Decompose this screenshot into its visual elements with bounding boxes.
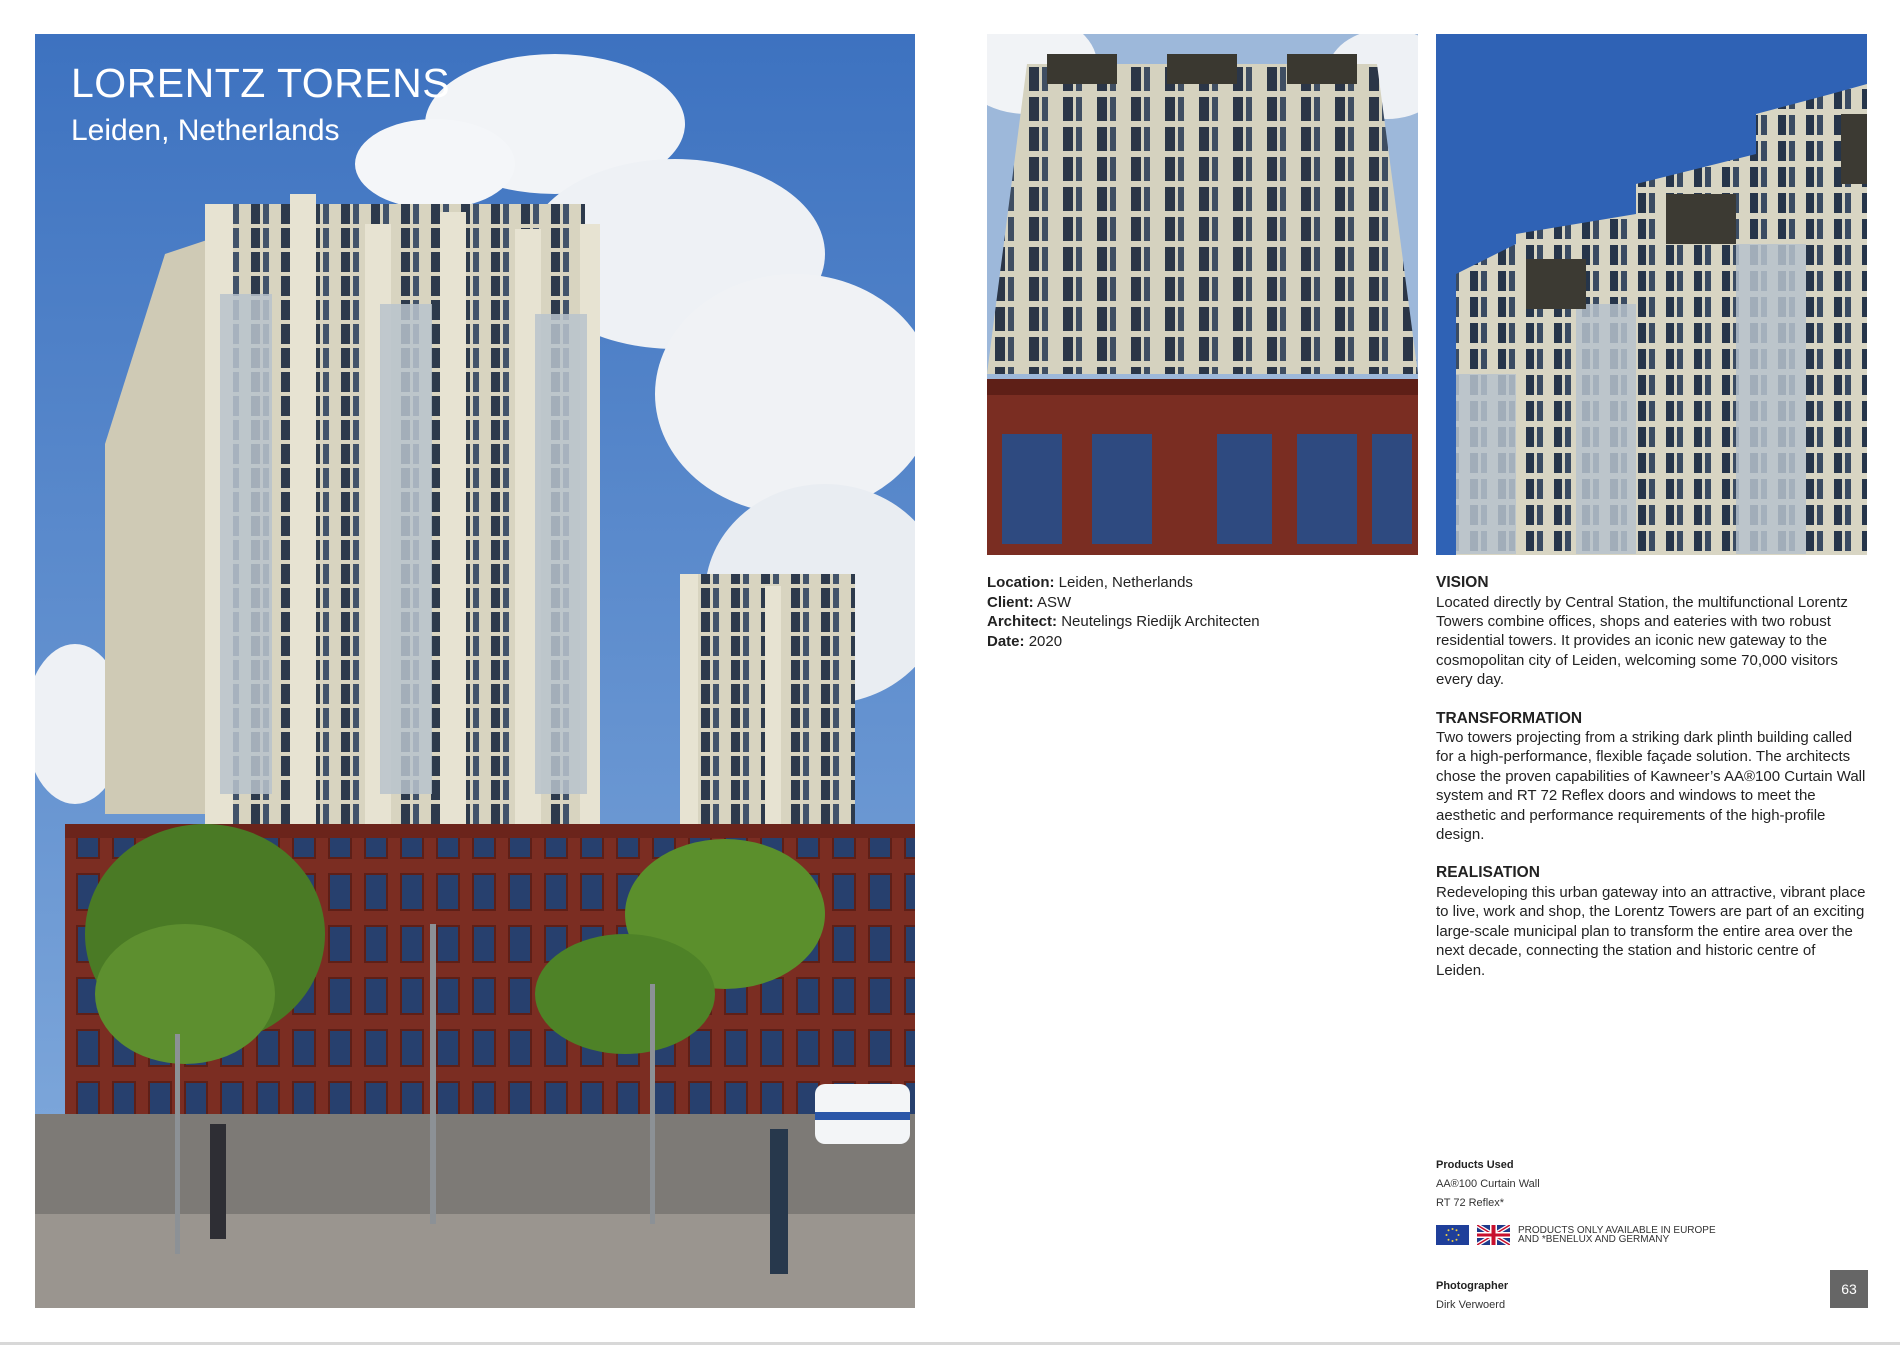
photographer-name: Dirk Verwoerd — [1436, 1299, 1506, 1311]
hero-photo — [35, 34, 915, 1308]
stepped-facade-illustration — [1436, 34, 1867, 555]
photographer-credit — [1436, 1277, 1508, 1315]
section-text-realisation: Redeveloping this urban gateway into an attractive, vibrant place to live, work and shop, the Lorentz Towers are part of an exciting large-scale municipal plan to transform the entire area over the next decade, connecting the station and historic centre of Leiden. — [1436, 883, 1866, 979]
section-heading-vision: VISION — [1436, 574, 1489, 591]
section-text-vision: Located directly by Central Station, the multifunctional Lorentz Towers combine offices, shops and eateries with two robust residential towers. It provides an iconic new gateway to the cosmopolitan city of Leiden, welcoming some 70,000 visitors every day. — [1436, 593, 1848, 689]
availability-note — [1436, 1225, 1718, 1245]
project-description — [1436, 573, 1866, 999]
availability-text: PRODUCTS ONLY AVAILABLE IN EUROPE AND *BENELUX AND GERMANY — [1518, 1224, 1716, 1245]
section-text-transformation: Two towers projecting from a striking dark plinth building called for a high-performance, flexible façade solution. The architects chose the proven capabilities of Kawneer’s AA®100 Curtain Wall system and RT 72 Reflex doors and windows to meet the aesthetic and performance requirements of the high-profile design. — [1436, 729, 1866, 844]
facade-upward-illustration — [987, 34, 1418, 555]
project-facts — [987, 573, 1417, 651]
product-item: RT 72 Reflex* — [1436, 1197, 1505, 1209]
fact-client: Client: ASW — [987, 593, 1072, 611]
product-item: AA®100 Curtain Wall — [1436, 1178, 1540, 1190]
photographer-label: Photographer — [1436, 1280, 1509, 1292]
section-heading-transformation: TRANSFORMATION — [1436, 709, 1583, 727]
products-label: Products Used — [1436, 1159, 1514, 1171]
project-location-subtitle: Leiden, Netherlands — [71, 114, 340, 147]
uk-flag-icon — [1477, 1225, 1510, 1245]
section-heading-realisation: REALISATION — [1436, 864, 1540, 882]
eu-flag-icon — [1436, 1225, 1469, 1245]
project-title: LORENTZ TORENS — [71, 60, 451, 106]
hero-building-illustration — [35, 34, 915, 1308]
fact-date: Date: 2020 — [987, 632, 1063, 650]
page-number-badge: 63 — [1830, 1270, 1868, 1308]
fact-architect: Architect: Neutelings Riedijk Architecten — [987, 613, 1260, 630]
products-used — [1436, 1156, 1540, 1213]
balcony-detail-photo — [1436, 34, 1867, 555]
facade-detail-photo — [987, 34, 1418, 555]
fact-location: Location: Leiden, Netherlands — [987, 574, 1193, 591]
